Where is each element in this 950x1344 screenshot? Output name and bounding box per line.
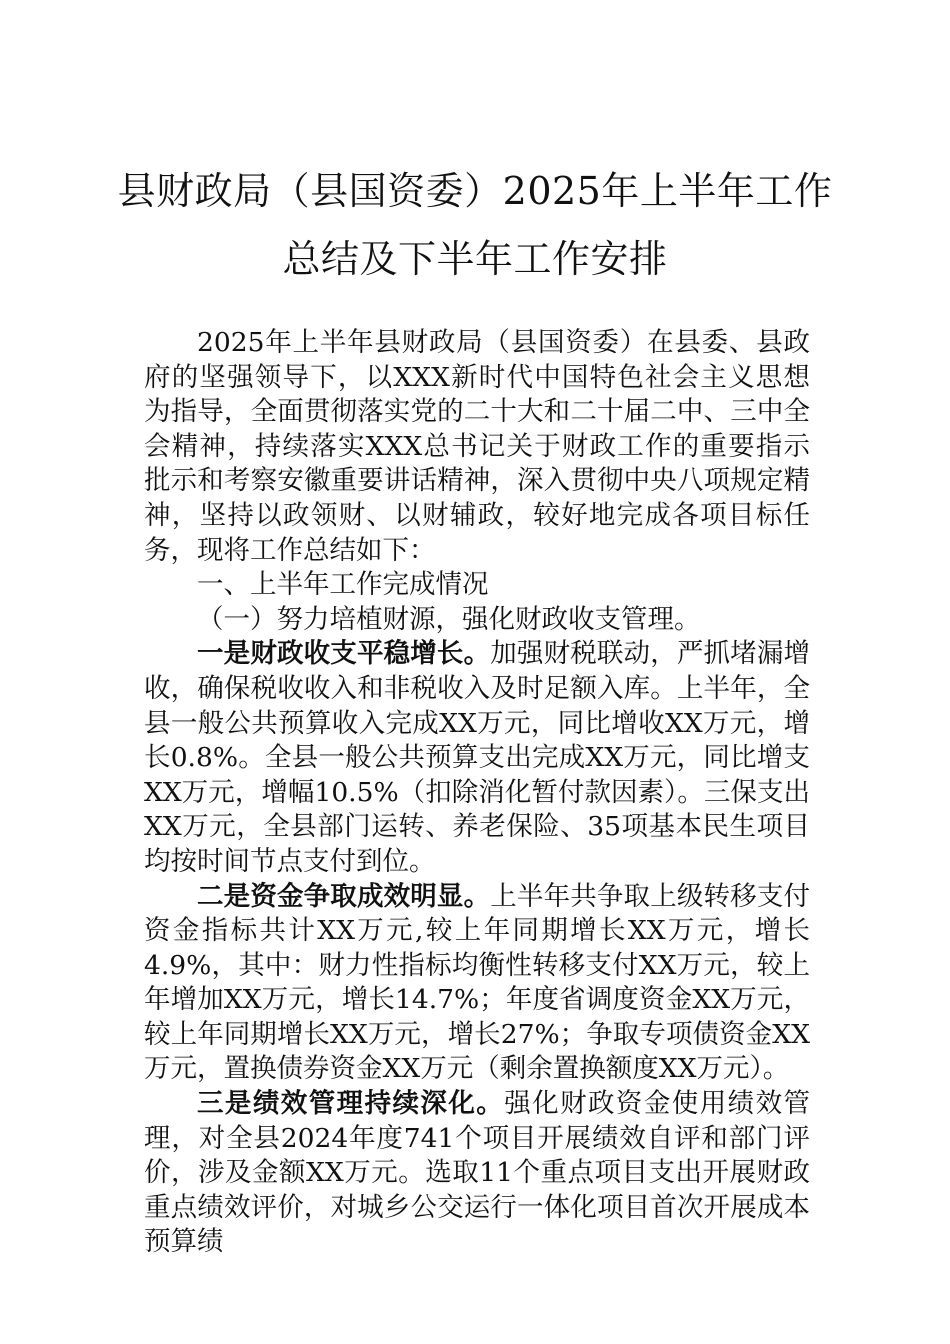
item-paragraph-3	[144, 1087, 810, 1260]
section-heading: 一、上半年工作完成情况	[197, 569, 489, 601]
item-text-3: 强化财政资金使用绩效管理，对全县2024年度741个项目开展绩效自评和部门评价，涉及金额XX万元。选取11个重点项目支出开展财政重点绩效评价，对城乡公交运行一体化项目首次开展成本预算绩	[144, 1088, 811, 1258]
item-text-1: 加强财税联动，严抓堵漏增收，确保税收收入和非税收入及时足额入库。上半年，全县一般公共预算收入完成XX万元，同比增收XX万元，增长0.8%。全县一般公共预算支出完成XX万元，同比增支XX万元，增幅10.5%（扣除消化暂付款因素）。三保支出XX万元，全县部门运转、养老保险、35项基本民生项目均按时间节点支付到位。	[144, 638, 810, 877]
subsection-heading: （一）努力培植财源，强化财政收支管理。	[197, 603, 701, 635]
item-lead-3: 三是绩效管理持续深化。	[197, 1088, 505, 1120]
item-text-2: 上半年共争取上级转移支付资金指标共计XX万元,较上年同期增长XX万元，增长4.9%，其中：财力性指标均衡性转移支付XX万元，较上年增加XX万元，增长14.7%；年度省调度资金XX万元，较上年同期增长XX万元，增长27%；争取专项债资金XX万元，置换债券资金XX万元（剩余置换额度XX万元）。	[144, 880, 810, 1085]
document-title-line-1: 县财政局（县国资委）2025年上半年工作	[117, 169, 833, 213]
item-paragraph-2	[144, 880, 810, 1088]
item-paragraph-1	[144, 637, 810, 879]
item-lead-1: 一是财政收支平稳增长。	[197, 638, 491, 670]
document-title-line-2: 总结及下半年工作安排	[282, 237, 668, 281]
document-body	[144, 326, 810, 1260]
intro-paragraph: 2025年上半年县财政局（县国资委）在县委、县政府的坚强领导下，以XXX新时代中国特色社会主义思想为指导，全面贯彻落实党的二十大和二十届二中、三中全会精神，持续落实XXX总书记关于财政工作的重要指示批示和考察安徽重要讲话精神，深入贯彻中央八项规定精神，坚持以政领财、以财辅政，较好地完成各项目标任务，现将工作总结如下：	[144, 327, 810, 566]
item-lead-2: 二是资金争取成效明显。	[197, 880, 491, 912]
